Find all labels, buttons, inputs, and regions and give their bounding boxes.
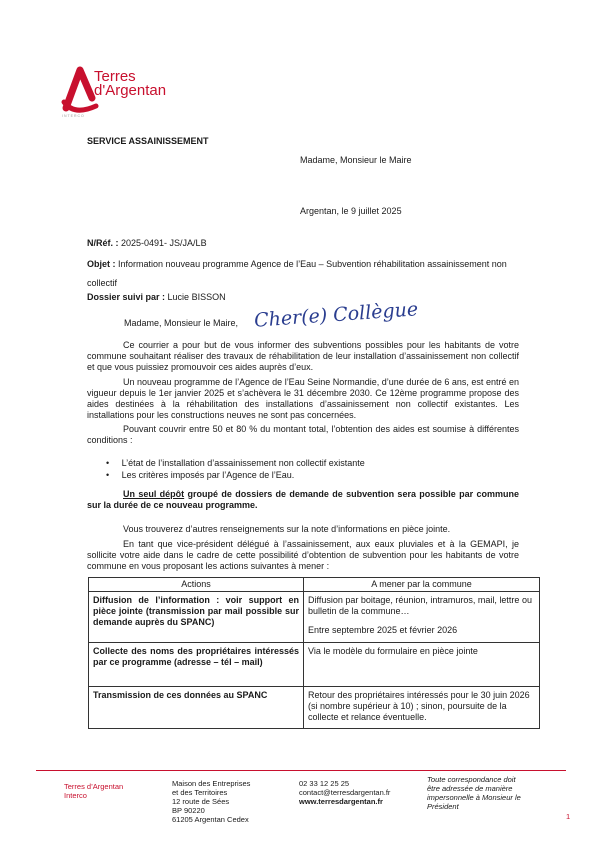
footer-note-line: Président bbox=[427, 802, 459, 811]
paragraph-single-deposit bbox=[87, 489, 519, 511]
footer-phone: 02 33 12 25 25 bbox=[299, 779, 350, 788]
footer-address-line: Maison des Entreprises bbox=[172, 779, 251, 788]
paragraph-programme: Un nouveau programme de l’Agence de l’Eau Seine Normandie, d’une durée de 6 ans, est entré en vigueur depuis le 1er janvier 2025 et s’achèvera le 31 décembre 2030. Ce 12ème programme propose des aides destinées à la réhabilitation des installations d’assainissement non collectif existantes. Les installations pour les constructions neuves ne sont pas concernées. bbox=[87, 377, 519, 420]
footer-website[interactable]: www.terresdargentan.fr bbox=[299, 797, 383, 806]
reference-value: 2025-0491- JS/JA/LB bbox=[121, 238, 207, 248]
footer-note-line: Toute correspondance doit bbox=[427, 775, 516, 784]
footer-address bbox=[172, 779, 250, 824]
single-deposit-emphasis: Un seul dépôt bbox=[123, 489, 185, 499]
table-header-commune: A mener par la commune bbox=[304, 578, 540, 592]
dossier-value: Lucie BISSON bbox=[167, 292, 226, 302]
service-heading: SERVICE ASSAINISSEMENT bbox=[87, 136, 209, 146]
footer-contact bbox=[299, 779, 390, 806]
condition-bullet-2 bbox=[106, 470, 294, 481]
paragraph-request: En tant que vice-président délégué à l’assainissement, aux eaux pluviales et à la GEMAPI, je sollicite votre aide dans le cadre de cette possibilité d’obtention de subvention pour les habitants de votre commune en vous proposant les actions suivantes à mener : bbox=[87, 539, 519, 571]
footer-address-line: 61205 Argentan Cedex bbox=[172, 815, 249, 824]
table-cell-action: Transmission de ces données au SPANC bbox=[89, 687, 304, 729]
table-row bbox=[89, 643, 540, 687]
table-cell-commune-text: Diffusion par boitage, réunion, intramuros, mail, lettre ou bulletin de la commune… bbox=[308, 595, 532, 616]
date-line: Argentan, le 9 juillet 2025 bbox=[300, 206, 402, 216]
footer-organisation bbox=[64, 782, 123, 800]
page-number: 1 bbox=[566, 812, 571, 821]
footer-note-line: impersonnelle à Monsieur le bbox=[427, 793, 521, 802]
table-row bbox=[89, 592, 540, 643]
reference-line bbox=[87, 238, 207, 249]
logo-tagline: INTERCO bbox=[62, 114, 85, 118]
objet-value: Information nouveau programme Agence de l’Eau – Subvention réhabilitation assainissement non collectif bbox=[87, 259, 507, 288]
handwritten-greeting: Cher(e) Collègue bbox=[253, 298, 419, 332]
bullet-dot-icon: • bbox=[106, 470, 110, 480]
table-cell-action: Collecte des noms des propriétaires intéressés par ce programme (adresse – tél – mail) bbox=[89, 643, 304, 687]
objet-label: Objet : bbox=[87, 259, 116, 269]
footer-address-line: et des Territoires bbox=[172, 788, 228, 797]
salutation: Madame, Monsieur le Maire, bbox=[124, 318, 239, 328]
single-deposit-text: groupé de dossiers de demande de subvention sera possible par commune sur la durée de ce nouveau programme. bbox=[87, 489, 519, 510]
table-cell-commune bbox=[304, 592, 540, 643]
footer-org-subtitle: Interco bbox=[64, 791, 87, 800]
paragraph-attachment: Vous trouverez d’autres renseignements sur la note d’informations en pièce jointe. bbox=[123, 524, 451, 534]
table-cell-commune: Via le modèle du formulaire en pièce jointe bbox=[304, 643, 540, 687]
table-cell-action: Diffusion de l’information : voir support en pièce jointe (transmission par mail possible sur demande auprès du SPANC) bbox=[89, 592, 304, 643]
footer-correspondence-note bbox=[427, 775, 521, 811]
condition-2-text: Les critères imposés par l’Agence de l’Eau. bbox=[121, 470, 295, 480]
bullet-dot-icon: • bbox=[106, 458, 110, 468]
footer-note-line: être adressée de manière bbox=[427, 784, 513, 793]
footer-email[interactable]: contact@terresdargentan.fr bbox=[299, 788, 391, 797]
footer-address-line: BP 90220 bbox=[172, 806, 205, 815]
logo-text-line1: Terres bbox=[94, 68, 136, 85]
table-cell-commune-period: Entre septembre 2025 et février 2026 bbox=[308, 625, 458, 635]
paragraph-intro: Ce courrier a pour but de vous informer des subventions possibles pour les habitants de votre commune souhaitant réaliser des travaux de réhabilitation de leur installation d’assainissement non collectif et que vous puissiez promouvoir ces aides auprès d’eux. bbox=[87, 340, 519, 372]
terres-dargentan-logo bbox=[60, 64, 180, 124]
paragraph-conditions: Pouvant couvrir entre 50 et 80 % du montant total, l’obtention des aides est soumise à différentes conditions : bbox=[87, 424, 519, 445]
logo-text-line2: d'Argentan bbox=[94, 82, 167, 99]
condition-1-text: L’état de l’installation d’assainissement non collectif existante bbox=[121, 458, 365, 468]
actions-table bbox=[88, 577, 540, 729]
dossier-line bbox=[87, 292, 226, 303]
table-header-row bbox=[89, 578, 540, 592]
footer-divider bbox=[36, 770, 566, 771]
table-cell-commune: Retour des propriétaires intéressés pour le 30 juin 2026 (si nombre supérieur à 10) ; sinon, poursuite de la collecte et relance éventuelle. bbox=[304, 687, 540, 729]
reference-label: N/Réf. : bbox=[87, 238, 119, 248]
objet-line bbox=[87, 255, 519, 293]
table-row bbox=[89, 687, 540, 729]
footer-address-line: 12 route de Sées bbox=[172, 797, 230, 806]
condition-bullet-1 bbox=[106, 458, 365, 469]
footer-org-name: Terres d’Argentan bbox=[64, 782, 124, 791]
recipient: Madame, Monsieur le Maire bbox=[300, 155, 412, 165]
dossier-label: Dossier suivi par : bbox=[87, 292, 166, 302]
table-header-actions: Actions bbox=[89, 578, 304, 592]
